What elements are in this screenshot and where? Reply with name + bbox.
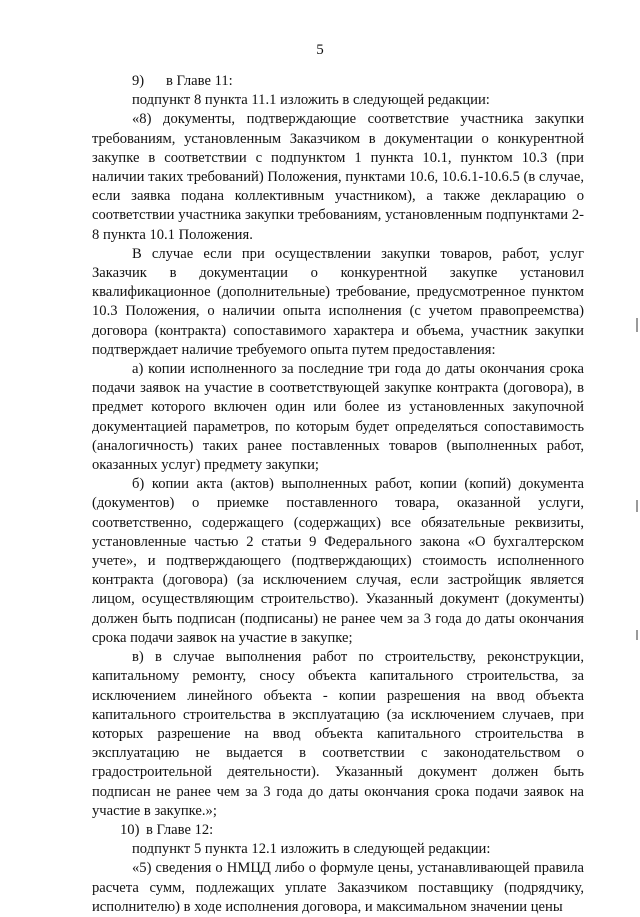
item-text: в Главе 12: — [146, 821, 214, 838]
paragraph: б) копии акта (актов) выполненных работ, копии (копий) документа (документов) о приемке поставленного товара, оказанной услуги, соответственно, содержащего (содержащих) все обязательные реквизиты, установленные частью 2 статьи 9 Федерального закона «О бухгалтерском учете», и подтверждающего (подтверждающих) стоимость исполненного контракта (договора) (за исключением случая, если застройщик является лицом, осуществляющим строительство). Указанный документ (документы) должен быть подписан (подписаны) не ранее чем за 3 года до даты окончания срока подачи заявок на участие в закупке; — [92, 476, 584, 646]
paragraph: «8) документы, подтверждающие соответствие участника закупки требованиям, установленным Заказчиком в документации о конкурентной закупке в соответствии с подпунктом 1 пункта 10.1, пунктом 10.3 (при наличии таких требований) Положения, пунктами 10.6, 10.6.1-10.6.5 (в случае, если заявка подана коллективным участником), а также декларацию о соответствии участника закупки требованиям, установленным подпунктами 2-8 пункта 10.1 Положения. — [92, 111, 584, 243]
page-number: 5 — [316, 42, 324, 58]
item-number: 9) — [132, 73, 145, 89]
scan-edge-mark — [636, 318, 638, 332]
scan-edge-mark — [636, 630, 638, 640]
paragraph: а) копии исполненного за последние три года до даты окончания срока подачи заявок на участие в соответствующей закупке контракта (договора), в предмет которого включен один или более из установленных закупочной документацией параметров, по которым будет определяться сопоставимость (аналогичность) таких ранее поставленных товаров (выполненных работ, оказанных услуг) предмету закупки; — [92, 361, 584, 474]
paragraph: в) в случае выполнения работ по строительству, реконструкции, капитальному ремонту, сносу объекта капитального строительства, за исключением линейного объекта - копии разрешения на ввод объекта капитального строительства в эксплуатацию (за исключением случаев, при которых разрешение на ввод объекта капитального строительства в эксплуатацию не выдается в соответствии с законодательством о градостроительной деятельности). Указанный документ должен быть подписан не ранее чем за 3 года до даты окончания срока подачи заявок на участие в закупке.»; — [92, 649, 584, 819]
paragraph: подпункт 8 пункта 11.1 изложить в следующей редакции: — [132, 92, 490, 109]
paragraph: подпункт 5 пункта 12.1 изложить в следующей редакции: — [132, 841, 491, 858]
paragraph: В случае если при осуществлении закупки товаров, работ, услуг Заказчик в документации о конкурентной закупке установил квалификационное (дополнительные) требование, предусмотренное пунктом 10.3 Положения, о наличии опыта исполнения (с учетом правопреемства) договора (контракта) сопоставимого характера и объема, участник закупки подтверждает наличие требуемого опыта путем предоставления: — [92, 245, 584, 358]
list-item-9 — [92, 72, 584, 91]
list-item-10 — [92, 821, 584, 840]
scan-edge-mark — [636, 500, 638, 512]
item-number: 10) — [120, 821, 140, 838]
paragraph: «5) сведения о НМЦД либо о формуле цены, устанавливающей правила расчета сумм, подлежащих уплате Заказчиком поставщику (подрядчику, исполнителю) в ходе исполнения договора, и максимальном значении цены — [92, 860, 584, 915]
document-body — [92, 72, 584, 917]
item-text: в Главе 11: — [166, 73, 233, 89]
